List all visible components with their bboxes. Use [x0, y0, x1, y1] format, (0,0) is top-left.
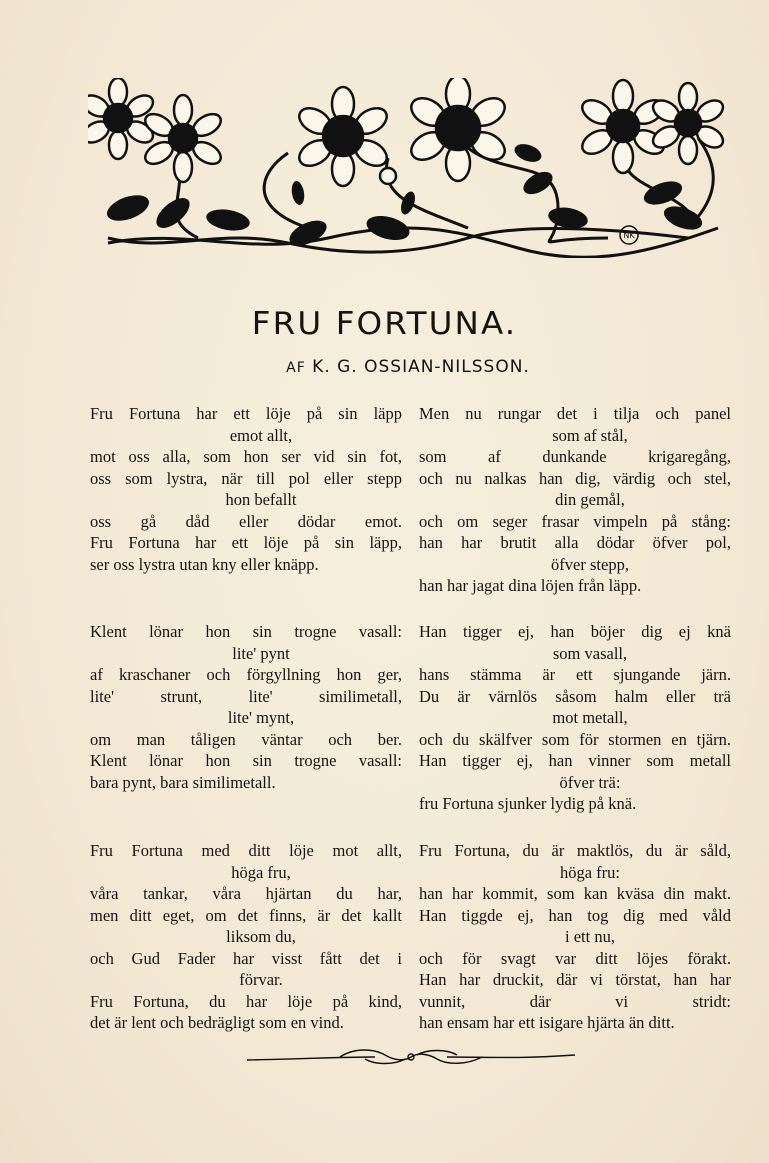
poem-line: våra tankar, våra hjärtan du har, — [90, 884, 402, 903]
poem-line: Klent lönar hon sin trogne vasall: — [90, 622, 402, 641]
poem-line: och nu nalkas han dig, värdig och stel, — [419, 468, 731, 488]
poem-line: Han tigger ej, han böjer dig ej knä — [419, 622, 731, 641]
poem-line: Men nu rungar det i tilja och panel — [419, 404, 731, 423]
poem-line: vunnit, där vi stridt: — [419, 991, 731, 1011]
svg-text:NK: NK — [623, 231, 635, 240]
poem-line: hans stämma är ett sjungande järn. — [419, 665, 731, 684]
poem-line: han ensam har ett isigare hjärta än ditt. — [419, 1013, 675, 1032]
byline-prefix: AF — [286, 360, 306, 376]
poem-line-runover: förvar. — [239, 970, 283, 989]
poem-line-runover: som af stål, — [552, 425, 628, 445]
stanza — [419, 840, 731, 1034]
poem-line: oss som lystra, när till pol eller stepp — [90, 468, 402, 488]
poem-line: han har jagat dina löjen från läpp. — [419, 576, 642, 595]
poem-line: och för svagt var ditt löjes förakt. — [419, 948, 731, 968]
poem-line-runover: din gemål, — [555, 490, 625, 509]
poem-line-runover: öfver trä: — [559, 772, 621, 792]
poem-line: men ditt eget, om det finns, är det kallt — [90, 905, 402, 925]
author-name: K. G. OSSIAN-NILSSON. — [312, 357, 530, 377]
poem-author — [0, 357, 769, 377]
poem-line-runover: liksom du, — [226, 927, 296, 946]
closing-flourish — [245, 1045, 577, 1069]
poem-line: det är lent och bedrägligt som en vind. — [90, 1013, 344, 1032]
poem-line-runover: i ett nu, — [565, 927, 615, 946]
poem-line: och Gud Fader har visst fått det i — [90, 948, 402, 968]
poem-line: mot oss alla, som hon ser vid sin fot, — [90, 447, 402, 466]
stanza — [419, 621, 731, 815]
poem-line: om man tåligen väntar och ber. — [90, 729, 402, 749]
poem-line-runover: lite' mynt, — [227, 708, 295, 727]
ornament-monogram — [620, 226, 638, 244]
poem-line-runover: emot allt, — [229, 425, 293, 445]
poem-line-runover: höga fru: — [559, 862, 621, 882]
poem-line: Fru Fortuna, du är maktlös, du är såld, — [419, 841, 731, 860]
poem-line: af kraschaner och förgyllning hon ger, — [90, 665, 402, 684]
poem-line-runover: hon befallt — [225, 490, 297, 509]
poem-line: och du skälfver som för stormen en tjärn. — [419, 729, 731, 749]
poem-line: Han tiggde ej, han tog dig med våld — [419, 905, 731, 925]
poem-line: Fru Fortuna, du har löje på kind, — [90, 991, 402, 1011]
poem-line: Han har druckit, där vi törstat, han har — [419, 970, 731, 989]
poem-line: Fru Fortuna har ett löje på sin läpp — [90, 404, 402, 423]
poem-line: och om seger frasar vimpeln på stång: — [419, 511, 731, 531]
poem-line-runover: mot metall, — [552, 708, 628, 727]
poem-title: FRU FORTUNA. — [251, 306, 518, 342]
stanza — [90, 840, 402, 1034]
stanza — [90, 621, 402, 793]
poem-line: bara pynt, bara similimetall. — [90, 772, 276, 792]
poem-line: Fru Fortuna har ett löje på sin läpp, — [90, 533, 402, 552]
poem-line-runover: öfver stepp, — [551, 554, 629, 574]
poem-line: Han tigger ej, han vinner som metall — [419, 751, 731, 770]
poem-line-runover: lite' pynt — [232, 643, 290, 663]
stanza — [419, 403, 731, 597]
poem-line: Klent lönar hon sin trogne vasall: — [90, 751, 402, 770]
poem-line: Du är värnlös såsom halm eller trä — [419, 686, 731, 706]
poem-line: Fru Fortuna med ditt löje mot allt, — [90, 841, 402, 860]
poem-line: han har brutit alla dödar öfver pol, — [419, 533, 731, 552]
poem-line-runover: höga fru, — [231, 862, 291, 882]
poem-line: oss gå dåd eller dödar emot. — [90, 511, 402, 531]
poem-line: som af dunkande krigaregång, — [419, 447, 731, 466]
poem-line: lite' strunt, lite' similimetall, — [90, 686, 402, 706]
poem-line: ser oss lystra utan kny eller knäpp. — [90, 554, 319, 574]
poem-line: fru Fortuna sjunker lydig på knä. — [419, 794, 637, 813]
poem-line-runover: som vasall, — [552, 643, 628, 663]
poem-line: han har kommit, som kan kväsa din makt. — [419, 884, 731, 903]
stanza — [90, 403, 402, 575]
sunflower-ornament — [88, 78, 728, 258]
